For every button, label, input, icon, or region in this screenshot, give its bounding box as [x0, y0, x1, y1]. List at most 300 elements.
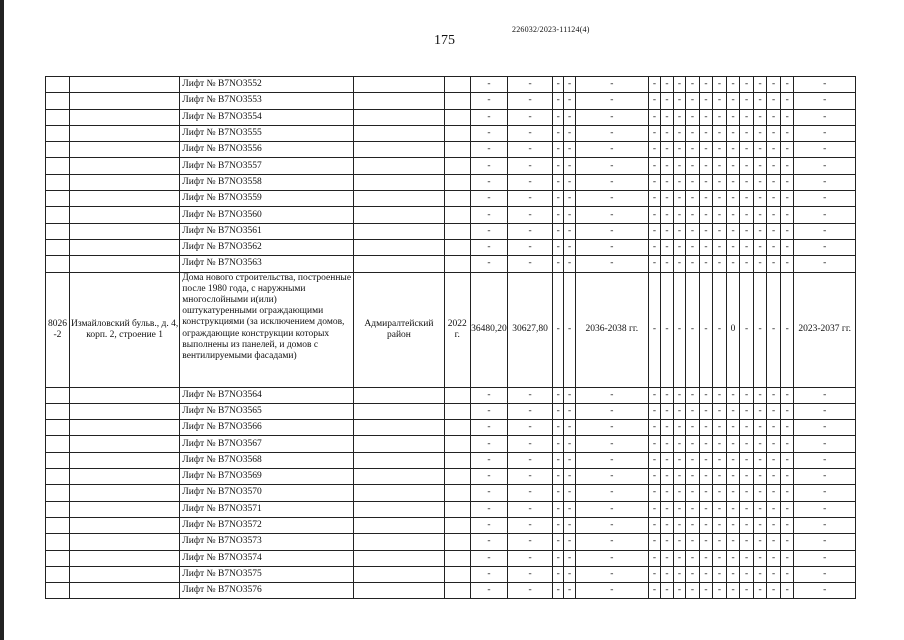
empty-cell: [69, 469, 179, 485]
dash-cell: -: [564, 191, 575, 207]
dash-cell: -: [661, 77, 673, 93]
dash-cell: -: [673, 158, 685, 174]
dash-cell: -: [686, 223, 700, 239]
dash-cell: -: [713, 452, 727, 468]
dash-cell: -: [780, 469, 794, 485]
empty-cell: [444, 207, 470, 223]
lift-row: [46, 77, 856, 93]
dash-cell: -: [753, 501, 767, 517]
dash-cell: -: [564, 452, 575, 468]
dash-cell: -: [470, 420, 507, 436]
dash-cell: -: [767, 583, 781, 599]
empty-cell: [69, 436, 179, 452]
dash-cell: -: [794, 420, 856, 436]
dash-cell: -: [713, 583, 727, 599]
document-number: 226032/2023-11124(4): [512, 25, 590, 34]
lift-row: [46, 223, 856, 239]
dash-cell: -: [794, 174, 856, 190]
dash-cell: -: [767, 534, 781, 550]
lift-row: [46, 191, 856, 207]
lift-name: Лифт № В7NO3554: [180, 109, 354, 125]
dash-cell: -: [794, 469, 856, 485]
dash-cell: -: [726, 77, 740, 93]
empty-cell: [444, 223, 470, 239]
dash-cell: -: [508, 191, 553, 207]
dash-cell: -: [713, 125, 727, 141]
empty-cell: [46, 207, 70, 223]
dash-cell: -: [575, 77, 648, 93]
lift-name: Лифт № В7NO3566: [180, 420, 354, 436]
empty-cell: [354, 583, 445, 599]
empty-cell: [46, 566, 70, 582]
dash-cell: -: [767, 239, 781, 255]
dash-cell: -: [508, 207, 553, 223]
dash-cell: -: [661, 158, 673, 174]
dash-cell: -: [699, 436, 713, 452]
empty-cell: [444, 239, 470, 255]
dash-cell: -: [673, 174, 685, 190]
dash-cell: -: [564, 420, 575, 436]
dash-cell: -: [673, 436, 685, 452]
dash-cell: -: [794, 223, 856, 239]
dash-cell: -: [673, 93, 685, 109]
dash-cell: -: [740, 436, 754, 452]
dash-cell: -: [564, 174, 575, 190]
dash-cell: -: [508, 436, 553, 452]
empty-cell: [354, 77, 445, 93]
dash-cell: -: [713, 174, 727, 190]
empty-cell: [354, 469, 445, 485]
dash-cell: -: [648, 125, 660, 141]
dash-cell: -: [713, 501, 727, 517]
dash-cell: -: [470, 207, 507, 223]
dash-cell: -: [508, 256, 553, 272]
dash-cell: -: [780, 174, 794, 190]
dash-cell: -: [794, 550, 856, 566]
empty-cell: [444, 550, 470, 566]
dash-cell: -: [686, 239, 700, 255]
lift-name: Лифт № В7NO3552: [180, 77, 354, 93]
dash-cell: -: [767, 550, 781, 566]
dash-cell: -: [575, 223, 648, 239]
dash-cell: -: [564, 403, 575, 419]
empty-cell: [46, 469, 70, 485]
dash-cell: -: [726, 583, 740, 599]
lift-name: Лифт № В7NO3568: [180, 452, 354, 468]
empty-cell: [46, 109, 70, 125]
dash-cell: -: [673, 77, 685, 93]
dash-cell: -: [713, 469, 727, 485]
empty-cell: [69, 550, 179, 566]
dash-cell: -: [564, 517, 575, 533]
empty-cell: [69, 501, 179, 517]
empty-cell: [444, 534, 470, 550]
dash-cell: -: [673, 534, 685, 550]
dash-cell: -: [753, 583, 767, 599]
dash-cell: -: [699, 256, 713, 272]
empty-cell: [444, 501, 470, 517]
empty-cell: [354, 420, 445, 436]
dash-cell: -: [794, 93, 856, 109]
dash-cell: -: [673, 239, 685, 255]
empty-cell: [354, 403, 445, 419]
lift-name: Лифт № В7NO3567: [180, 436, 354, 452]
dash-cell: -: [780, 583, 794, 599]
dash-cell: -: [699, 93, 713, 109]
period-cell: 2023-2037 гг.: [794, 272, 856, 387]
dash-cell: -: [575, 191, 648, 207]
dash-cell: -: [726, 93, 740, 109]
dash-cell: -: [740, 420, 754, 436]
dash-cell: -: [575, 387, 648, 403]
empty-cell: [354, 534, 445, 550]
dash-cell: -: [686, 436, 700, 452]
dash-cell: -: [713, 550, 727, 566]
dash-cell: -: [794, 158, 856, 174]
dash-cell: -: [470, 142, 507, 158]
empty-cell: [354, 158, 445, 174]
dash-cell: -: [753, 207, 767, 223]
dash-cell: -: [726, 534, 740, 550]
dash-cell: -: [575, 239, 648, 255]
dash-cell: -: [508, 158, 553, 174]
empty-cell: [69, 403, 179, 419]
dash-cell: -: [794, 207, 856, 223]
dash-cell: -: [661, 223, 673, 239]
empty-cell: [444, 256, 470, 272]
dash-cell: -: [648, 501, 660, 517]
empty-cell: [444, 452, 470, 468]
dash-cell: -: [508, 174, 553, 190]
empty-cell: [46, 452, 70, 468]
dash-cell: -: [575, 158, 648, 174]
dash-cell: -: [780, 77, 794, 93]
empty-cell: [444, 142, 470, 158]
dash-cell: -: [564, 93, 575, 109]
dash-cell: -: [661, 452, 673, 468]
dash-cell: -: [780, 207, 794, 223]
empty-cell: [354, 239, 445, 255]
dash-cell: -: [753, 420, 767, 436]
empty-cell: [444, 191, 470, 207]
lift-row: [46, 387, 856, 403]
dash-cell: -: [564, 436, 575, 452]
dash-cell: -: [726, 550, 740, 566]
dash-cell: -: [767, 158, 781, 174]
dash-cell: -: [780, 452, 794, 468]
lift-row: [46, 550, 856, 566]
dash-cell: -: [552, 517, 563, 533]
dash-cell: -: [794, 403, 856, 419]
dash-cell: -: [673, 501, 685, 517]
dash-cell: -: [767, 174, 781, 190]
lift-name: Лифт № В7NO3572: [180, 517, 354, 533]
dash-cell: -: [767, 223, 781, 239]
dash-cell: -: [648, 550, 660, 566]
dash-cell: -: [470, 174, 507, 190]
dash-cell: -: [699, 174, 713, 190]
dash-cell: -: [648, 534, 660, 550]
dash-cell: -: [753, 191, 767, 207]
dash-cell: -: [699, 109, 713, 125]
dash-cell: -: [699, 566, 713, 582]
dash-cell: -: [564, 142, 575, 158]
lift-name: Лифт № В7NO3569: [180, 469, 354, 485]
lift-table: [45, 76, 856, 599]
dash-cell: -: [767, 485, 781, 501]
dash-cell: -: [552, 583, 563, 599]
dash-cell: -: [767, 387, 781, 403]
dash-cell: -: [552, 420, 563, 436]
dash-cell: -: [686, 207, 700, 223]
empty-cell: [46, 403, 70, 419]
dash-cell: -: [673, 272, 685, 387]
dash-cell: -: [575, 174, 648, 190]
dash-cell: -: [673, 485, 685, 501]
empty-cell: [69, 387, 179, 403]
empty-cell: [444, 109, 470, 125]
empty-cell: [69, 174, 179, 190]
dash-cell: -: [699, 469, 713, 485]
dash-cell: -: [753, 239, 767, 255]
dash-cell: -: [726, 485, 740, 501]
dash-cell: -: [713, 256, 727, 272]
empty-cell: [46, 223, 70, 239]
dash-cell: -: [780, 550, 794, 566]
empty-cell: [69, 239, 179, 255]
dash-cell: -: [726, 387, 740, 403]
dash-cell: -: [686, 272, 700, 387]
dash-cell: -: [794, 256, 856, 272]
dash-cell: -: [470, 191, 507, 207]
dash-cell: -: [552, 142, 563, 158]
dash-cell: -: [726, 452, 740, 468]
dash-cell: -: [673, 517, 685, 533]
dash-cell: -: [661, 174, 673, 190]
dash-cell: -: [648, 223, 660, 239]
dash-cell: -: [470, 93, 507, 109]
dash-cell: -: [780, 566, 794, 582]
dash-cell: -: [726, 469, 740, 485]
dash-cell: -: [726, 191, 740, 207]
dash-cell: -: [726, 517, 740, 533]
dash-cell: -: [686, 191, 700, 207]
dash-cell: -: [648, 191, 660, 207]
dash-cell: -: [794, 387, 856, 403]
lift-name: Лифт № В7NO3564: [180, 387, 354, 403]
dash-cell: -: [713, 534, 727, 550]
dash-cell: -: [575, 109, 648, 125]
empty-cell: [354, 485, 445, 501]
dash-cell: -: [575, 566, 648, 582]
dash-cell: -: [726, 158, 740, 174]
empty-cell: [354, 436, 445, 452]
dash-cell: -: [753, 403, 767, 419]
dash-cell: -: [699, 550, 713, 566]
dash-cell: -: [740, 207, 754, 223]
lift-name: Лифт № В7NO3555: [180, 125, 354, 141]
living-area-cell: 30627,80: [508, 272, 553, 387]
dash-cell: -: [686, 387, 700, 403]
dash-cell: -: [661, 534, 673, 550]
empty-cell: [354, 452, 445, 468]
dash-cell: -: [673, 125, 685, 141]
dash-cell: -: [575, 142, 648, 158]
empty-cell: [69, 77, 179, 93]
empty-cell: [444, 517, 470, 533]
total-area-cell: 36480,20: [470, 272, 507, 387]
dash-cell: -: [780, 109, 794, 125]
lift-row: [46, 436, 856, 452]
dash-cell: -: [661, 272, 673, 387]
dash-cell: -: [673, 469, 685, 485]
dash-cell: -: [686, 403, 700, 419]
empty-cell: [69, 191, 179, 207]
dash-cell: -: [740, 452, 754, 468]
dash-cell: -: [648, 272, 660, 387]
empty-cell: [46, 239, 70, 255]
dash-cell: -: [686, 420, 700, 436]
empty-cell: [444, 158, 470, 174]
dash-cell: -: [564, 77, 575, 93]
empty-cell: [69, 109, 179, 125]
dash-cell: -: [564, 583, 575, 599]
empty-cell: [354, 207, 445, 223]
dash-cell: -: [740, 550, 754, 566]
dash-cell: -: [564, 256, 575, 272]
dash-cell: -: [753, 93, 767, 109]
dash-cell: -: [470, 109, 507, 125]
dash-cell: -: [753, 77, 767, 93]
dash-cell: -: [470, 158, 507, 174]
dash-cell: -: [726, 142, 740, 158]
dash-cell: -: [699, 485, 713, 501]
dash-cell: -: [508, 239, 553, 255]
dash-cell: -: [753, 272, 767, 387]
empty-cell: [354, 109, 445, 125]
dash-cell: -: [794, 142, 856, 158]
lift-row: [46, 534, 856, 550]
dash-cell: -: [508, 501, 553, 517]
dash-cell: -: [575, 469, 648, 485]
dash-cell: -: [508, 387, 553, 403]
dash-cell: -: [575, 501, 648, 517]
dash-cell: -: [552, 272, 563, 387]
empty-cell: [354, 142, 445, 158]
dash-cell: -: [552, 452, 563, 468]
house-type-cell: Дома нового строительства, построенные после 1980 года, с наружными многослойными и(или) оштукатуренными ограждающими конструкциями (за исключением домов, ограждающие конструкции которых выполнены из панелей, и домов с вентилируемыми фасадами): [180, 272, 354, 387]
dash-cell: -: [552, 256, 563, 272]
empty-cell: [354, 256, 445, 272]
lift-row: [46, 403, 856, 419]
dash-cell: -: [686, 501, 700, 517]
dash-cell: -: [564, 550, 575, 566]
empty-cell: [69, 583, 179, 599]
dash-cell: -: [740, 191, 754, 207]
dash-cell: -: [726, 239, 740, 255]
dash-cell: -: [780, 191, 794, 207]
dash-cell: -: [470, 239, 507, 255]
year-cell: 2022 г.: [444, 272, 470, 387]
dash-cell: -: [661, 93, 673, 109]
empty-cell: [354, 223, 445, 239]
dash-cell: -: [794, 501, 856, 517]
dash-cell: -: [767, 501, 781, 517]
dash-cell: -: [575, 420, 648, 436]
dash-cell: -: [740, 77, 754, 93]
dash-cell: -: [508, 109, 553, 125]
empty-cell: [46, 420, 70, 436]
dash-cell: -: [780, 534, 794, 550]
dash-cell: -: [508, 77, 553, 93]
dash-cell: -: [564, 387, 575, 403]
dash-cell: -: [699, 239, 713, 255]
dash-cell: -: [753, 109, 767, 125]
dash-cell: -: [648, 256, 660, 272]
dash-cell: -: [673, 387, 685, 403]
dash-cell: -: [686, 517, 700, 533]
empty-cell: [444, 485, 470, 501]
dash-cell: -: [794, 239, 856, 255]
dash-cell: -: [753, 387, 767, 403]
lift-name: Лифт № В7NO3563: [180, 256, 354, 272]
dash-cell: -: [564, 485, 575, 501]
empty-cell: [69, 207, 179, 223]
dash-cell: -: [470, 436, 507, 452]
empty-cell: [69, 485, 179, 501]
lift-name: Лифт № В7NO3561: [180, 223, 354, 239]
empty-cell: [444, 583, 470, 599]
dash-cell: -: [508, 93, 553, 109]
dash-cell: -: [780, 403, 794, 419]
dash-cell: -: [575, 485, 648, 501]
dash-cell: -: [726, 207, 740, 223]
lift-row: [46, 566, 856, 582]
dash-cell: -: [780, 272, 794, 387]
dash-cell: -: [508, 223, 553, 239]
lift-row: [46, 109, 856, 125]
dash-cell: -: [753, 534, 767, 550]
dash-cell: -: [648, 583, 660, 599]
empty-cell: [354, 501, 445, 517]
lift-row: [46, 207, 856, 223]
dash-cell: -: [575, 256, 648, 272]
dash-cell: -: [661, 501, 673, 517]
dash-cell: -: [686, 469, 700, 485]
dash-cell: -: [552, 191, 563, 207]
lift-name: Лифт № В7NO3570: [180, 485, 354, 501]
dash-cell: -: [767, 469, 781, 485]
dash-cell: -: [470, 501, 507, 517]
empty-cell: [46, 142, 70, 158]
empty-cell: [69, 452, 179, 468]
dash-cell: -: [552, 125, 563, 141]
dash-cell: -: [740, 583, 754, 599]
empty-cell: [69, 566, 179, 582]
dash-cell: -: [564, 501, 575, 517]
empty-cell: [69, 420, 179, 436]
address-cell: Измайловский бульв., д. 4, корп. 2, строение 1: [69, 272, 179, 387]
dash-cell: -: [767, 256, 781, 272]
dash-cell: -: [713, 93, 727, 109]
dash-cell: -: [686, 485, 700, 501]
dash-cell: -: [648, 142, 660, 158]
dash-cell: -: [508, 517, 553, 533]
lift-row: [46, 239, 856, 255]
dash-cell: -: [794, 109, 856, 125]
dash-cell: -: [508, 469, 553, 485]
empty-cell: [354, 93, 445, 109]
